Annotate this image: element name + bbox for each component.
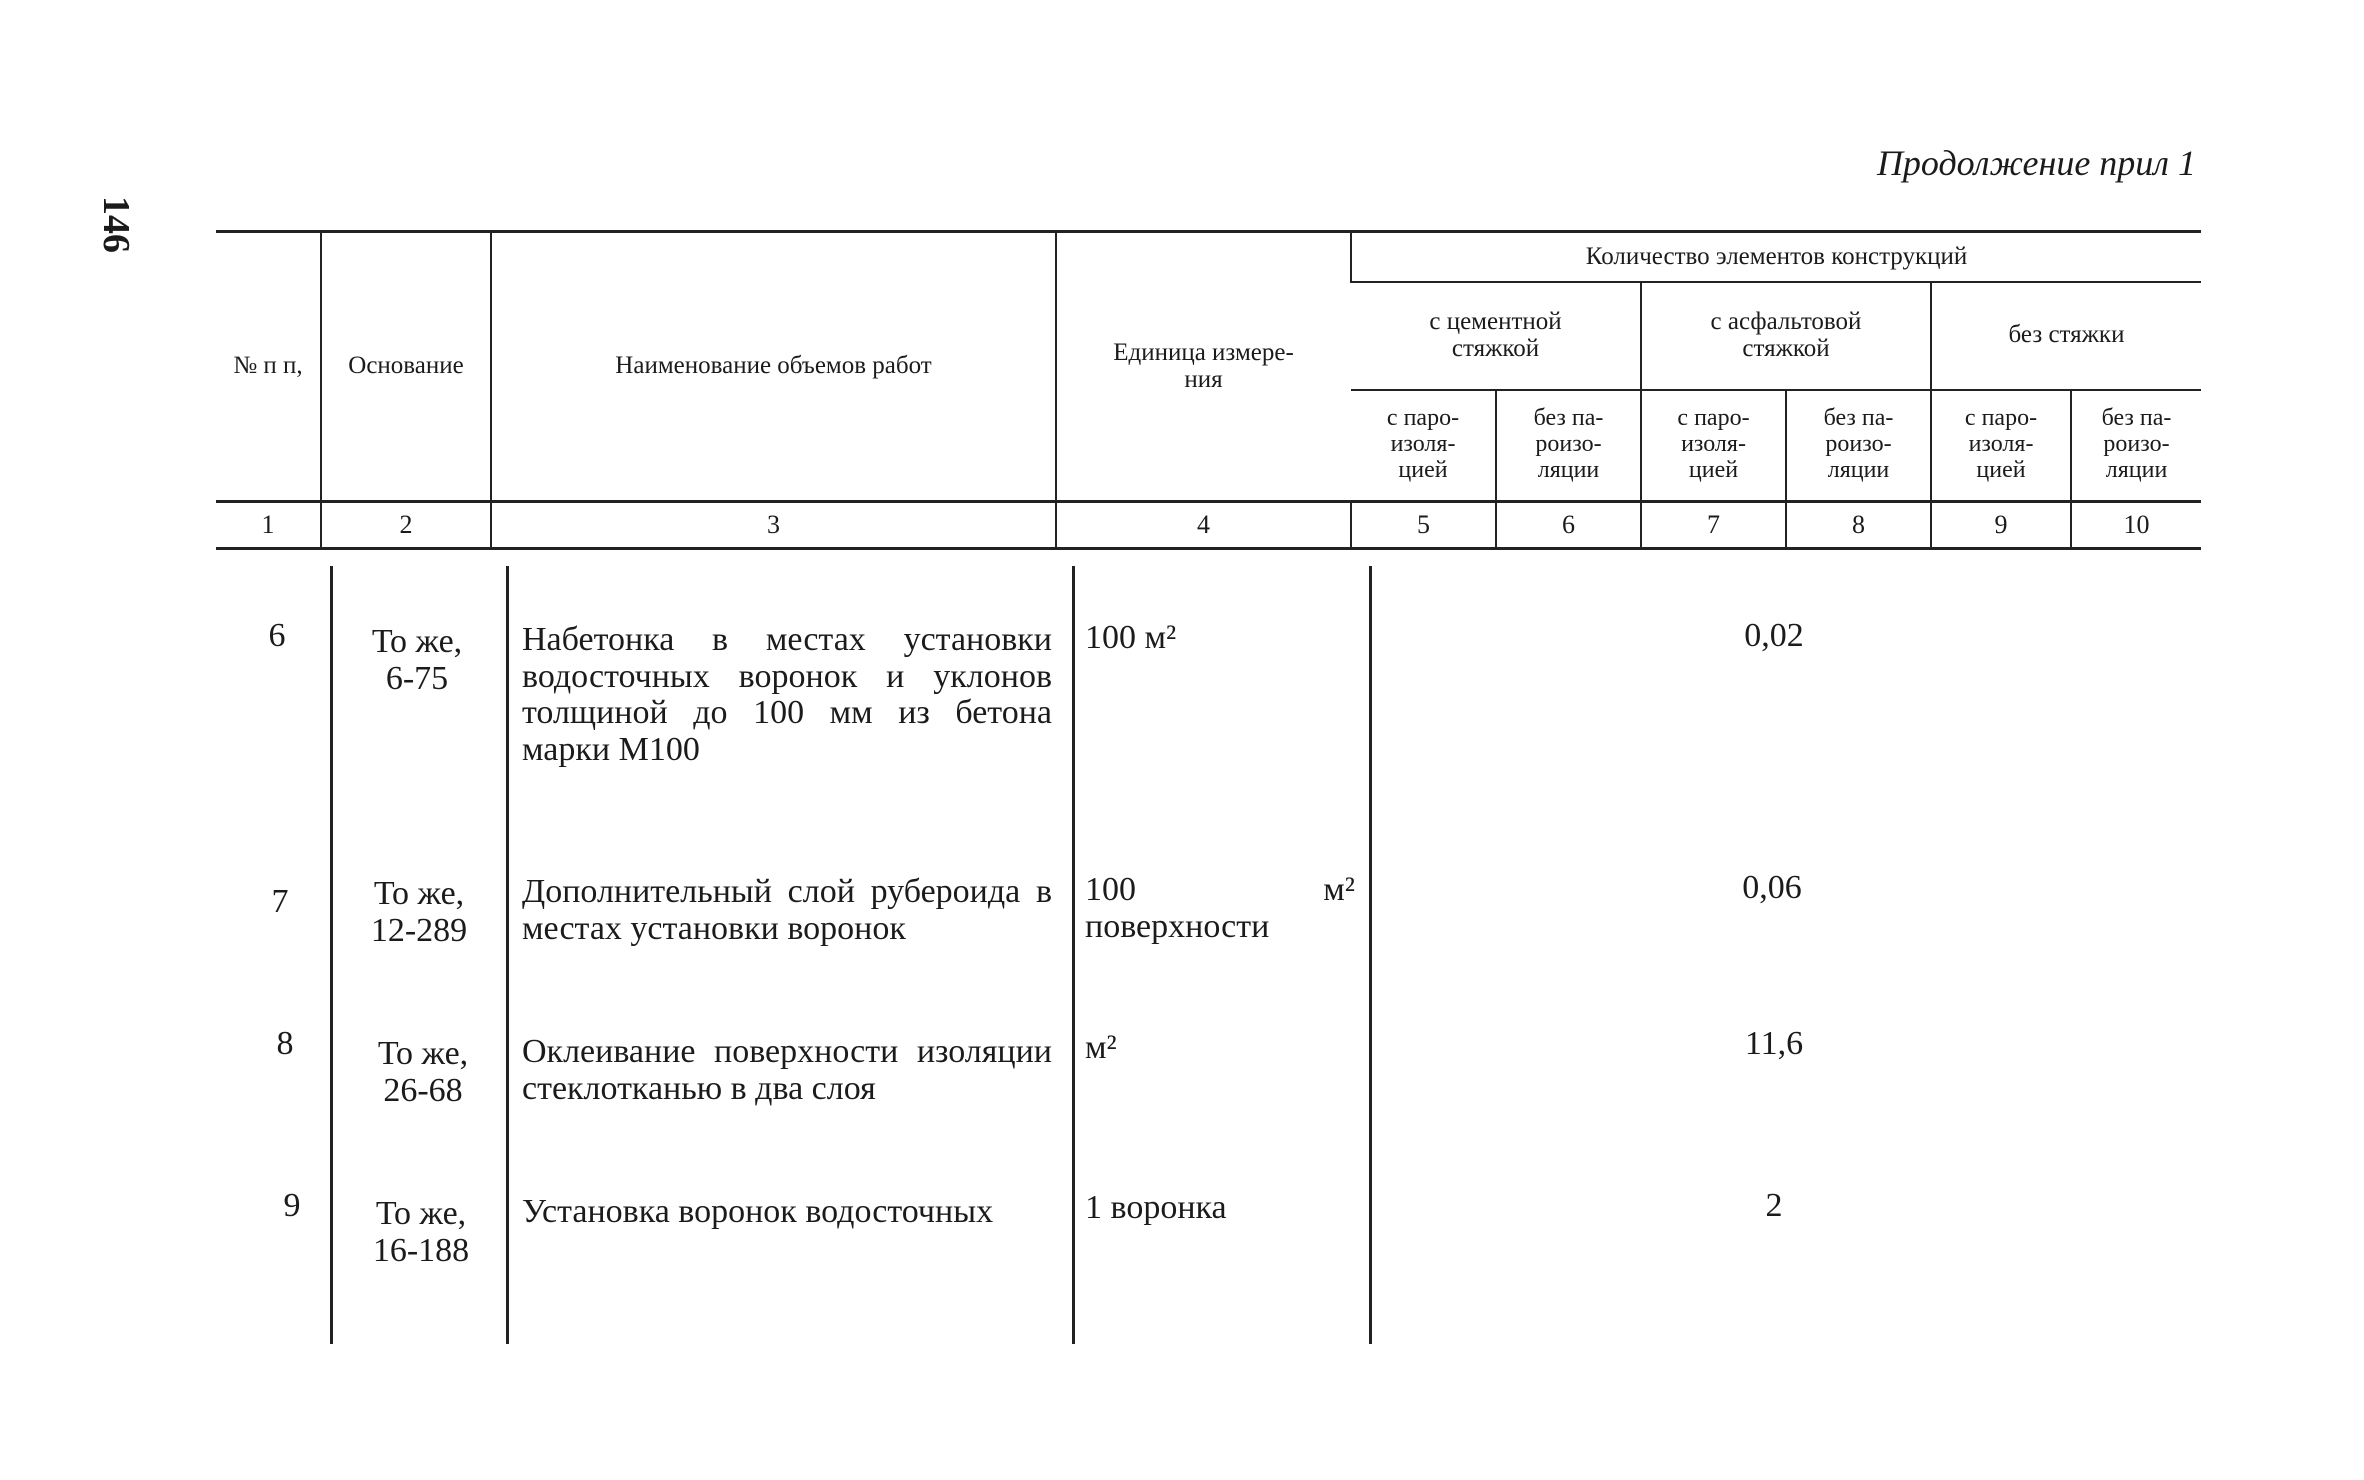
row-work-name: Оклеивание поверхности изоляции стеклотканью в два слоя [522,1033,1052,1107]
header-col-work: Наименование объемов работ [491,232,1056,502]
header-without-vapor-iso-2: без па- роизо- ляции [1786,390,1931,502]
header-group-quantity: Количество элементов конструкций [1351,232,2201,282]
page-number: 146 [95,196,137,253]
column-divider [330,566,333,1344]
row-basis: То же, 16-188 [372,1195,470,1269]
row-work-name: Набетонка в местах установки водосточных воронок и уклонов толщиной до 100 мм из бетона марки М100 [522,621,1052,769]
row-unit: 100 м² поверхности [1085,871,1355,945]
row-value: 11,6 [1744,1025,1804,1062]
row-work-name: Дополнительный слой рубероида в местах установки воронок [522,873,1052,947]
row-unit: 100 м² [1085,619,1177,656]
header-asphalt-screed: с асфальтовой стяжкой [1641,282,1931,390]
row-number: 6 [268,617,286,654]
col-number-2: 2 [321,502,491,549]
table-header [216,230,2201,550]
col-number-8: 8 [1786,502,1931,549]
row-unit: 1 воронка [1085,1189,1227,1226]
header-without-vapor-iso-1: без па- роизо- ляции [1496,390,1641,502]
row-value: 2 [1765,1187,1783,1224]
col-number-5: 5 [1351,502,1496,549]
row-number: 9 [283,1187,301,1224]
header-with-vapor-iso-2: с паро- изоля- цией [1641,390,1786,502]
col-number-6: 6 [1496,502,1641,549]
continuation-label: Продолжение прил 1 [1876,143,2196,183]
row-unit: м² [1085,1029,1117,1066]
row-value: 0,02 [1744,617,1804,654]
row-basis: То же, 6-75 [371,623,463,697]
row-basis: То же, 12-289 [370,875,468,949]
header-with-vapor-iso-3: с паро- изоля- цией [1931,390,2071,502]
header-cement-screed: с цементной стяжкой [1351,282,1641,390]
row-number: 7 [271,883,289,920]
header-without-vapor-iso-3: без па- роизо- ляции [2071,390,2201,502]
row-value: 0,06 [1742,869,1802,906]
col-number-7: 7 [1641,502,1786,549]
header-with-vapor-iso-1: с паро- изоля- цией [1351,390,1496,502]
col-number-4: 4 [1056,502,1351,549]
column-divider [1369,566,1372,1344]
column-divider [506,566,509,1344]
col-number-1: 1 [216,502,321,549]
column-divider [1072,566,1075,1344]
header-no-screed: без стяжки [1931,282,2201,390]
row-basis: То же, 26-68 [377,1035,469,1109]
col-number-3: 3 [491,502,1056,549]
row-number: 8 [276,1025,294,1062]
col-number-10: 10 [2071,502,2201,549]
header-col-num: № п п, [216,232,321,502]
header-col-basis: Основание [321,232,491,502]
header-col-unit: Единица измере- ния [1056,232,1351,502]
col-number-9: 9 [1931,502,2071,549]
row-work-name: Установка воронок водосточных [522,1193,994,1230]
